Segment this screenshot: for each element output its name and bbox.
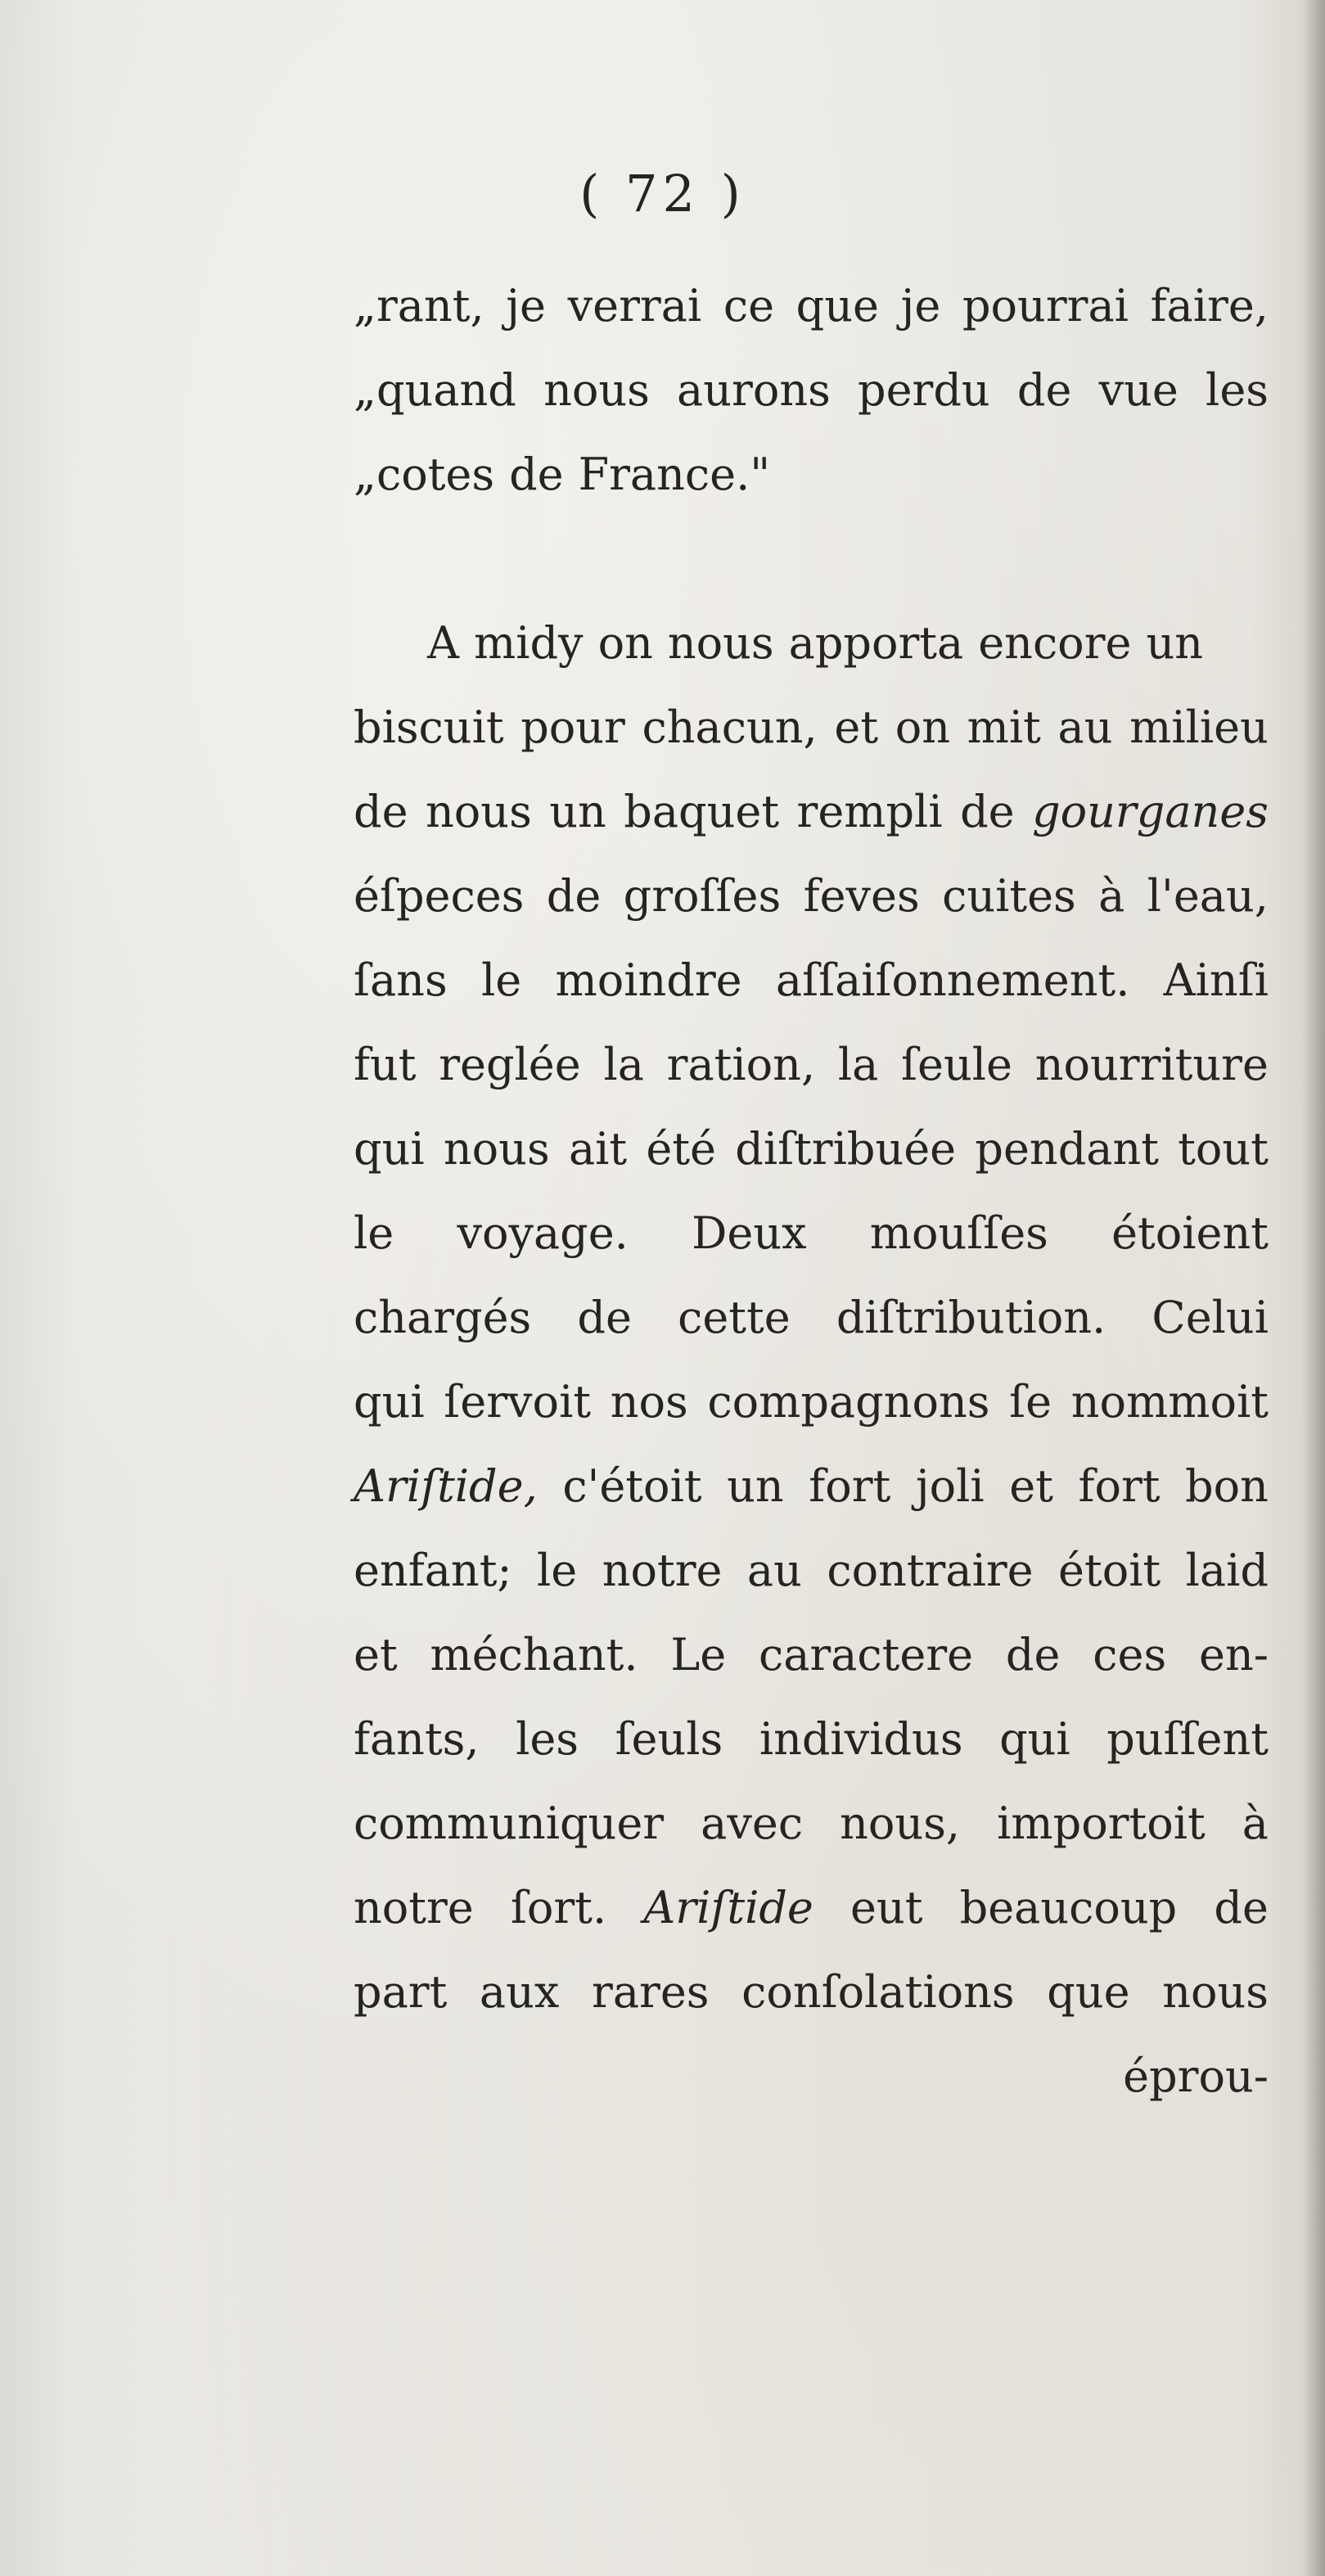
word: ce xyxy=(723,280,775,332)
word: le xyxy=(354,1207,394,1259)
word: un xyxy=(1146,617,1204,669)
word: rempli xyxy=(796,786,943,837)
word: qui xyxy=(354,1123,425,1175)
word: fort xyxy=(1078,1460,1161,1512)
word: et xyxy=(834,702,879,753)
word: cuites xyxy=(942,870,1076,922)
word: Ariſtide xyxy=(643,1882,813,1933)
word: fort xyxy=(809,1460,891,1512)
word: chargés xyxy=(354,1292,532,1343)
word: gourganes xyxy=(1032,786,1269,837)
word: perdu xyxy=(858,364,990,416)
word: compagnons xyxy=(707,1376,990,1428)
text-line xyxy=(354,348,1269,432)
word: de xyxy=(1214,1882,1269,1933)
word: de xyxy=(1016,364,1072,416)
paragraph-gap xyxy=(354,517,1269,601)
word: apporta xyxy=(788,617,964,669)
word: de xyxy=(354,786,408,837)
word: contraire xyxy=(827,1545,1034,1596)
word: tout xyxy=(1178,1123,1269,1175)
word: un xyxy=(727,1460,784,1512)
word: Ainſi xyxy=(1163,954,1269,1006)
word: vue xyxy=(1098,364,1179,416)
word: les xyxy=(1206,364,1269,416)
word: de xyxy=(1005,1629,1061,1680)
text-line xyxy=(354,1865,1269,1950)
text-line xyxy=(354,1022,1269,1107)
word: les xyxy=(516,1713,579,1765)
text-line xyxy=(354,1275,1269,1360)
word: au xyxy=(1057,702,1113,753)
word: pourrai xyxy=(962,280,1129,332)
word: Deux xyxy=(692,1207,807,1259)
word: été xyxy=(646,1123,716,1175)
word: conſolations xyxy=(741,1966,1015,2018)
word: le xyxy=(480,954,522,1006)
word: qui xyxy=(999,1713,1070,1765)
word: l'eau, xyxy=(1147,870,1269,922)
word: nourriture xyxy=(1034,1039,1269,1090)
word: Le xyxy=(670,1629,727,1680)
word: c'étoit xyxy=(562,1460,702,1512)
text-line xyxy=(354,769,1269,854)
word: „cotes xyxy=(354,449,495,500)
word: la xyxy=(603,1039,644,1090)
word: Celui xyxy=(1151,1292,1269,1343)
text-line xyxy=(354,1613,1269,1697)
word: ſe xyxy=(1009,1376,1052,1428)
word: de xyxy=(577,1292,632,1343)
word: un xyxy=(549,786,606,837)
word: beaucoup xyxy=(959,1882,1178,1933)
word: A xyxy=(427,617,459,669)
word: aurons xyxy=(677,364,831,416)
word: de xyxy=(546,870,602,922)
word: ſort. xyxy=(510,1882,607,1933)
word: avec xyxy=(701,1798,804,1849)
word: laid xyxy=(1185,1545,1269,1596)
text-line xyxy=(354,938,1269,1022)
word: je xyxy=(506,280,546,332)
text-line xyxy=(354,432,1269,517)
word: notre xyxy=(354,1882,474,1933)
text-line xyxy=(354,1191,1269,1275)
text-line xyxy=(354,1528,1269,1613)
word: encore xyxy=(978,617,1132,669)
word: nous xyxy=(667,617,774,669)
text-line xyxy=(354,685,1269,769)
word: fants, xyxy=(354,1713,480,1765)
catchword: éprou- xyxy=(1123,2050,1269,2102)
word: ſans xyxy=(354,954,448,1006)
word: nous xyxy=(443,1123,550,1175)
word: puſſent xyxy=(1106,1713,1269,1765)
word: pendant xyxy=(975,1123,1159,1175)
word: bon xyxy=(1185,1460,1269,1512)
word: eut xyxy=(850,1882,923,1933)
word: individus xyxy=(759,1713,963,1765)
word: faire, xyxy=(1150,280,1269,332)
word: étoit xyxy=(1058,1545,1161,1596)
word: la xyxy=(837,1039,879,1090)
text-line xyxy=(354,1697,1269,1781)
word: verrai xyxy=(567,280,702,332)
word: aux xyxy=(479,1966,560,2018)
word: part xyxy=(354,1966,448,2018)
word: diſtribution. xyxy=(836,1292,1106,1343)
word: mouſſes xyxy=(869,1207,1048,1259)
word: groſſes xyxy=(623,870,782,922)
word: ration, xyxy=(666,1039,816,1090)
text-line xyxy=(354,1107,1269,1191)
word: aſſaiſonnement. xyxy=(775,954,1130,1006)
word: diſtribuée xyxy=(735,1123,957,1175)
word: étoient xyxy=(1111,1207,1269,1259)
word: notre xyxy=(602,1545,723,1596)
word: ait xyxy=(568,1123,628,1175)
word: biscuit xyxy=(354,702,504,753)
word: que xyxy=(795,280,879,332)
word: à xyxy=(1242,1798,1269,1849)
word: à xyxy=(1098,870,1125,922)
word: éſpeces xyxy=(354,870,525,922)
word: France." xyxy=(578,449,771,500)
text-line xyxy=(354,601,1269,685)
word: enfant; xyxy=(354,1545,512,1596)
word: de xyxy=(960,786,1015,837)
text-line xyxy=(354,264,1269,348)
text-line xyxy=(354,854,1269,938)
word: nous xyxy=(1162,1966,1269,2018)
word: feves xyxy=(803,870,920,922)
catchword-line xyxy=(354,2034,1269,2118)
word: baquet xyxy=(624,786,780,837)
text-line xyxy=(354,1444,1269,1528)
word: nous xyxy=(426,786,532,837)
page-spine-shadow xyxy=(1302,0,1325,2576)
word: nous, xyxy=(840,1798,961,1849)
word: „quand xyxy=(354,364,516,416)
text-line xyxy=(354,1950,1269,2034)
word: „rant, xyxy=(354,280,484,332)
word: qui xyxy=(354,1376,425,1428)
word: cette xyxy=(678,1292,791,1343)
word: méchant. xyxy=(430,1629,638,1680)
word: importoit xyxy=(997,1798,1206,1849)
word: et xyxy=(354,1629,398,1680)
word: milieu xyxy=(1129,702,1269,753)
word: nous xyxy=(543,364,650,416)
word: ſeuls xyxy=(615,1713,723,1765)
word: le xyxy=(537,1545,578,1596)
page-number: ( 72 ) xyxy=(579,164,746,223)
word: moindre xyxy=(555,954,742,1006)
word: communiquer xyxy=(354,1798,665,1849)
word: Ariſtide, xyxy=(354,1460,538,1512)
word: on xyxy=(597,617,653,669)
word: pour xyxy=(521,702,625,753)
word: au xyxy=(746,1545,802,1596)
word: mit xyxy=(967,702,1041,753)
word: chacun, xyxy=(642,702,818,753)
body-text xyxy=(354,264,1269,2118)
word: et xyxy=(1009,1460,1053,1512)
word: je xyxy=(900,280,941,332)
word: reglée xyxy=(439,1039,581,1090)
word: en- xyxy=(1198,1629,1269,1680)
word: voyage. xyxy=(457,1207,629,1259)
word: ſervoit xyxy=(444,1376,592,1428)
word: on xyxy=(895,702,950,753)
word: joli xyxy=(915,1460,985,1512)
word: nommoit xyxy=(1070,1376,1269,1428)
text-line xyxy=(354,1360,1269,1444)
word: fut xyxy=(354,1039,417,1090)
word: de xyxy=(509,449,564,500)
word: nos xyxy=(610,1376,688,1428)
word: rares xyxy=(592,1966,710,2018)
word: que xyxy=(1047,1966,1130,2018)
word: midy xyxy=(474,617,584,669)
word: caractere xyxy=(758,1629,974,1680)
word: ſeule xyxy=(901,1039,1012,1090)
text-line xyxy=(354,1781,1269,1865)
word: ces xyxy=(1093,1629,1167,1680)
